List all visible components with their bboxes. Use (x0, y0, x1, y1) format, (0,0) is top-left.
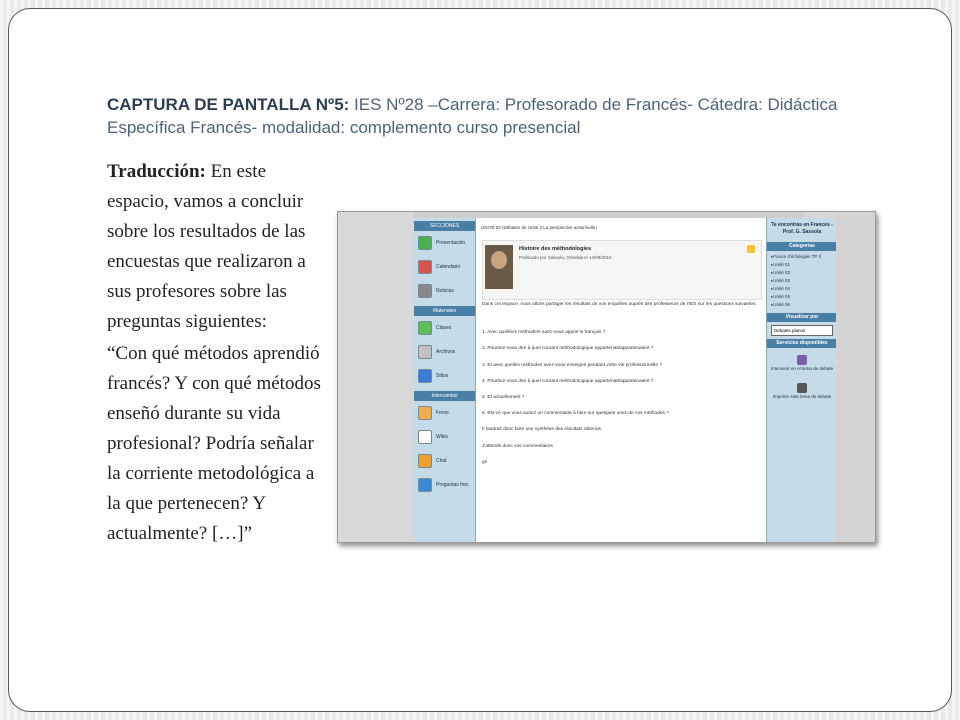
classes-icon (418, 321, 432, 335)
post-line: 4. Pourriez-vous dire à quel courant méthodologique appartenait/appartenaient ? (482, 378, 654, 384)
post-header (482, 240, 762, 300)
category-item[interactable]: ▸ Unité 03 (771, 277, 833, 285)
lock-icon (747, 245, 755, 253)
nav-item-clases[interactable] (414, 316, 475, 340)
nav-item-label: Wikis (436, 434, 448, 440)
view-by-header: Visualizar por (767, 313, 837, 322)
nav-item-foros[interactable] (414, 401, 475, 425)
nav-item-presentaci-n[interactable] (414, 231, 475, 255)
faq-icon (418, 478, 432, 492)
service-print[interactable] (767, 376, 837, 404)
post-line: gs (482, 459, 488, 465)
category-item[interactable]: ▸ Unité 05 (771, 293, 833, 301)
nav-item-noticias[interactable] (414, 279, 475, 303)
slide-body (107, 157, 323, 551)
intervene-icon (797, 355, 807, 365)
slide-title-bold: CAPTURA DE PANTALLA Nº5: (107, 95, 350, 114)
paragraph-1 (107, 157, 323, 337)
nav-item-label: Noticias (436, 288, 454, 294)
screenshot-right-margin (836, 212, 875, 542)
paragraph-2: “Con qué métodos aprendió francés? Y con qué métodos enseñó durante su vida profesional? Podría señalar la corriente metodológica a la que pertenecen? Y actualmente? […]” (107, 343, 321, 544)
avatar (485, 245, 513, 289)
category-list (767, 251, 837, 311)
nav-item-label: Chat (436, 458, 447, 464)
embedded-screenshot (337, 211, 876, 543)
post-line: 5. Et actuellement ? (482, 395, 525, 401)
main-content (476, 218, 766, 542)
chat-icon (418, 454, 432, 468)
nav-item-wikis[interactable] (414, 425, 475, 449)
nav-item-label: Sitios (436, 373, 449, 379)
service-intervene[interactable] (767, 348, 837, 376)
news-icon (418, 284, 432, 298)
category-item[interactable]: ▸ Unité 06 (771, 301, 833, 309)
view-select[interactable]: Debates planos (771, 325, 833, 336)
slide (8, 8, 952, 712)
nav-header-sections: SECCIONES (414, 221, 475, 231)
paragraph-1-text: En este espacio, vamos a concluir sobre los resultados de las encuestas que realizaron a sus profesores sobre las preguntas siguientes: (107, 161, 306, 332)
category-item[interactable]: ▸ Unité 02 (771, 269, 833, 277)
presentation-icon (418, 236, 432, 250)
right-sidebar (766, 218, 837, 542)
slide-title (107, 93, 867, 139)
services-header: Servicios disponibles (767, 339, 837, 348)
lead-label: Traducción: (107, 161, 206, 182)
wikis-icon (418, 430, 432, 444)
nav-item-label: Archivos (436, 349, 456, 355)
slide-title-rest: IES Nº28 –Carrera: Profesorado de Francés- Cátedra: Didáctica Específica Francés- modalidad: complemento curso presencial (107, 95, 838, 137)
breadcrumb: UNITÉ 03 (Débates de Unité 3 La perspective actionnelle) (481, 225, 597, 230)
nav-item-archivos[interactable] (414, 340, 475, 364)
category-item[interactable]: ▸ Unité 01 (771, 261, 833, 269)
left-navigation (414, 218, 476, 542)
calendar-icon (418, 260, 432, 274)
nav-item-label: Calendario (436, 264, 461, 270)
categories-header: Categorías (767, 242, 837, 251)
sites-icon (418, 369, 432, 383)
nav-item-label: Clases (436, 325, 452, 331)
nav-item-label: Preguntas frec. (436, 482, 470, 488)
category-item[interactable]: ▸ Unité 04 (771, 285, 833, 293)
post-line: 1. Avec quel/le/s méthode/s avez-vous appris le français ? (482, 330, 606, 336)
post-line: 6. Est-ce que vous auriez un commentaire à faire sur quelques unes de ces méthodes ? (482, 411, 669, 417)
post-line: Il faudrait donc faire une synthèse des résultats obtenus. (482, 427, 603, 433)
nav-header-exchange: Intercambio (414, 391, 475, 401)
nav-item-preguntas-frec[interactable] (414, 473, 475, 497)
post-meta: Publicado por Sassola, Griselda el 14/09/2010 (519, 255, 612, 260)
post-line: 3. Et avec quelles méthodes avez-vous enseigné pendant votre vie professionnelle ? (482, 362, 662, 368)
nav-item-label: Foros (436, 410, 449, 416)
service-intervene-label: Intervenir en el tema de debate (770, 366, 834, 371)
nav-item-label: Presentación (436, 240, 466, 246)
print-icon (797, 383, 807, 393)
post-body (482, 302, 762, 476)
post-line: J'attends donc vos commentaires (482, 443, 554, 449)
nav-item-calendario[interactable] (414, 255, 475, 279)
course-location: Te encontrás en Francés - Prof. G. Sassola (771, 222, 833, 235)
forums-icon (418, 406, 432, 420)
post-title[interactable]: Histoire des méthodologies (519, 246, 592, 252)
post-line: Dans cet espace, nous allons partager les résultats de vos enquêtes auprès des professeurs de l'IES sur les questions suivantes: (482, 302, 757, 307)
category-item[interactable]: ▸ Forum d'échanges TP 3 (771, 253, 833, 261)
nav-header-materials: Materiales (414, 306, 475, 316)
files-icon (418, 345, 432, 359)
post-line: 2. Pourriez-vous dire à quel courant méthodologique appartenait/appartenaient ? (482, 346, 654, 352)
service-print-label: Imprimir este tema de debate (772, 394, 832, 399)
nav-item-sitios[interactable] (414, 364, 475, 388)
nav-item-chat[interactable] (414, 449, 475, 473)
